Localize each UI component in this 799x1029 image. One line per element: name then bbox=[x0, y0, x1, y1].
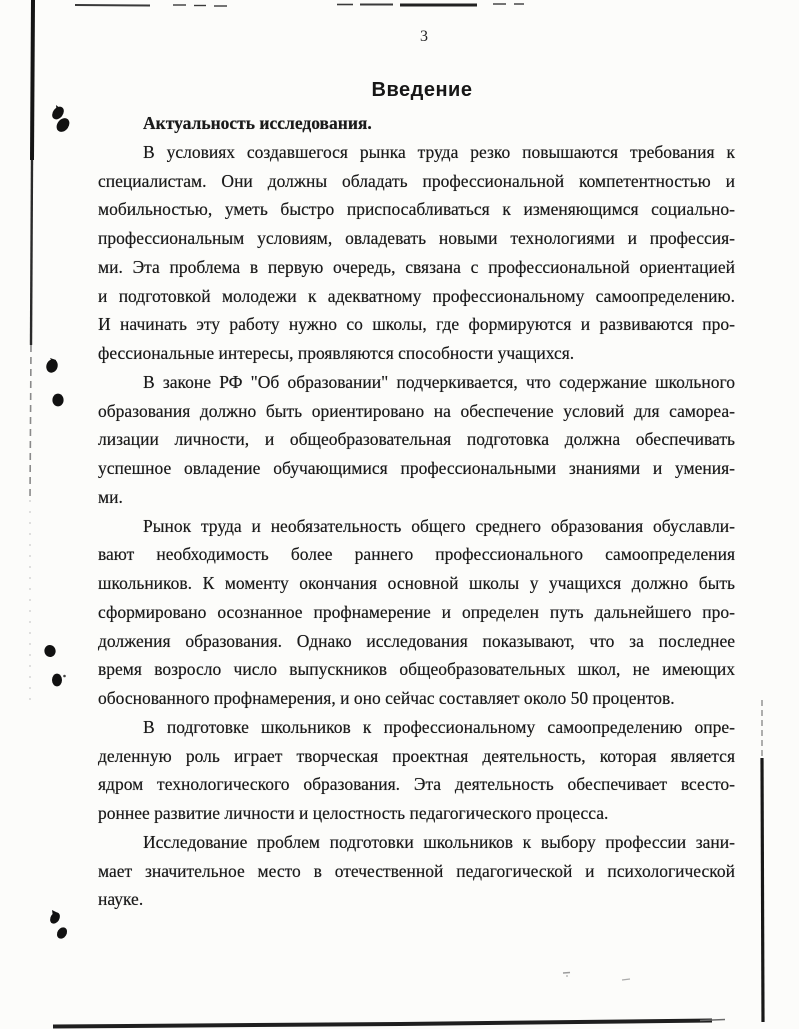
page-number: 3 bbox=[420, 28, 428, 45]
text-line: специалистам. Они должны обладать профессиональной компетентностью и bbox=[98, 170, 735, 191]
paragraph bbox=[98, 828, 735, 914]
text-line: Рынок труда и необязательность общего среднего образования обуславли- bbox=[143, 515, 735, 536]
text-line: и подготовкой молодежи к адекватному профессиональному самоопределению. bbox=[98, 285, 735, 306]
text-line: В законе РФ "Об образовании" подчеркивается, что содержание школьного bbox=[143, 371, 735, 392]
section-heading: Актуальность исследования. bbox=[143, 113, 372, 133]
text-line: обоснованного профнамерения, и оно сейчас составляет около 50 процентов. bbox=[98, 688, 675, 708]
text-line: науке. bbox=[98, 889, 144, 910]
text-line: время возросло число выпускников общеобразовательных школ, не имеющих bbox=[98, 659, 735, 680]
scan-ink-blobs bbox=[43, 104, 72, 940]
paragraph bbox=[98, 368, 735, 512]
text-line: сформировано осознанное профнамерение и определен путь дальнейшего про- bbox=[98, 601, 735, 622]
text-line: В условиях создавшегося рынка труда резко повышаются требования к bbox=[143, 141, 735, 162]
document-title: Введение bbox=[371, 79, 473, 101]
text-line: ми. Эта проблема в первую очередь, связана с профессиональной ориентацией bbox=[98, 256, 735, 277]
text-line: лизации личности, и общеобразовательная подготовка должна обеспечивать bbox=[98, 429, 735, 450]
text-line: успешное овладение обучающимися профессиональными знаниями и умения- bbox=[98, 458, 735, 478]
text-line: фессиональные интересы, проявляются способности учащихся. bbox=[98, 343, 575, 363]
scan-bottom-line bbox=[53, 1020, 725, 1027]
body-text bbox=[98, 109, 735, 914]
text-line: роннее развитие личности и целостность педагогического процесса. bbox=[98, 803, 609, 823]
text-line: образования должно быть ориентировано на обеспечение условий для самореа- bbox=[98, 400, 735, 421]
text-line: И начинать эту работу нужно со школы, где формируются и развиваются про- bbox=[98, 314, 735, 335]
scan-left-edge-line bbox=[30, 0, 33, 700]
text-line: должения образования. Однако исследования показывают, что за последнее bbox=[98, 630, 735, 651]
text-line: В подготовке школьников к профессиональному самоопределению опре- bbox=[143, 716, 735, 737]
text-line: школьников. К моменту окончания основной школы у учащихся должно быть bbox=[98, 573, 735, 593]
scan-right-edge-line bbox=[762, 700, 763, 1022]
text-line: мобильностью, уметь быстро приспосабливаться к изменяющимся социально- bbox=[98, 199, 735, 220]
text-line: вают необходимость более раннего профессионального самоопределения bbox=[98, 544, 735, 565]
scan-specks bbox=[563, 973, 630, 981]
scan-top-dashes bbox=[75, 4, 524, 6]
text-line: ядром технологического образования. Эта деятельность обеспечивает всесто- bbox=[98, 774, 735, 795]
text-line: Исследование проблем подготовки школьников к выбору профессии зани- bbox=[143, 831, 735, 852]
paragraph bbox=[98, 713, 735, 828]
text-line: деленную роль играет творческая проектная деятельность, которая является bbox=[98, 745, 735, 766]
text-line: профессиональным условиям, овладевать новыми технологиями и профессия- bbox=[98, 228, 735, 248]
paragraph bbox=[98, 512, 735, 713]
paragraph bbox=[98, 138, 735, 368]
text-line: мает значительное место в отечественной педагогической и психологической bbox=[98, 860, 735, 881]
text-line: ми. bbox=[98, 486, 123, 507]
